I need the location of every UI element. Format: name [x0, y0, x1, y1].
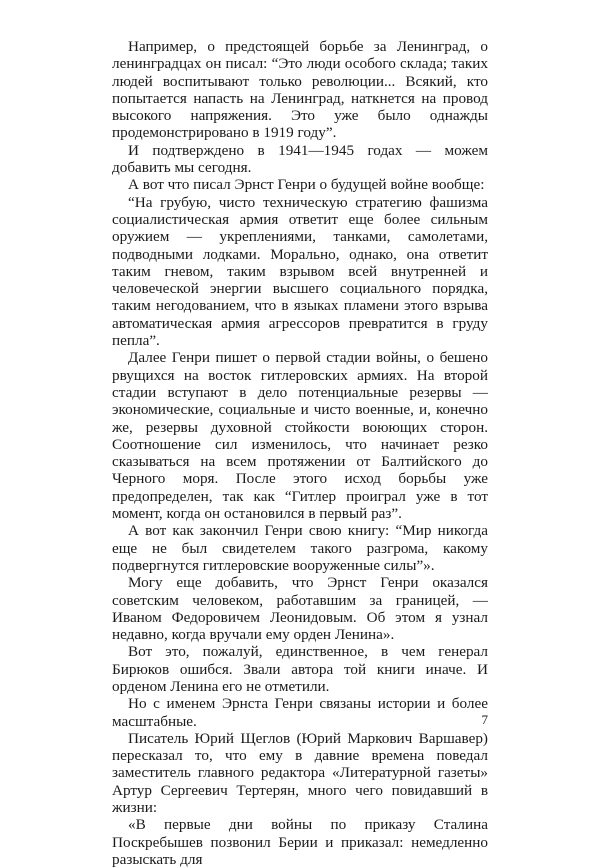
paragraph: Далее Генри пишет о первой стадии войны, о бешено рвущихся на восток гитлеровских армиях. На второй стадии вступают в дело потенциальные резервы — экономические, социальные и чисто военные, и, конечно же, резервы духовной стойкости воюющих сторон. Соотношение сил изменилось, что начинает резко сказываться на всем протяжении от Балтийского до Черного моря. После этого исход борьбы уже предопределен, так как “Гитлер проиграл уже в тот момент, когда он остановился в первый раз”.	[112, 349, 488, 523]
paragraph: Например, о предстоящей борьбе за Ленинград, о ленинградцах он писал: “Это люди особого склада; таких людей воспитывают только революции... Всякий, кто попытается напасть на Ленинград, наткнется на провод высокого напряжения. Это уже было однажды продемонстрировано в 1919 году”.	[112, 38, 488, 142]
paragraph: Могу еще добавить, что Эрнст Генри оказался советским человеком, работавшим за границей, — Иваном Федоровичем Леонидовым. Об этом я узнал недавно, когда вручали ему орден Ленина».	[112, 574, 488, 644]
page-number: 7	[481, 712, 488, 727]
paragraph: Вот это, пожалуй, единственное, в чем генерал Бирюков ошибся. Звали автора той книги иначе. И орденом Ленина его не отметили.	[112, 643, 488, 695]
paragraph: Но с именем Эрнста Генри связаны истории и более масштабные.	[112, 695, 488, 730]
paragraph: А вот что писал Эрнст Генри о будущей войне вообще:	[128, 176, 485, 194]
paragraph: И подтверждено в 1941—1945 годах — можем добавить мы сегодня.	[112, 141, 488, 177]
paragraph: “На грубую, чисто техническую стратегию фашизма социалистическая армия ответит еще более сильным оружием — укреплениями, танками, самолетами, подводными лодками. Морально, однако, она ответит таким гневом, таким взрывом всей внутренней и человеческой энергии высшего социального порядка, таким негодованием, что в языках пламени этого взрыва автоматическая армия агрессоров превратится в груду пепла”.	[112, 193, 488, 350]
paragraph: А вот как закончил Генри свою книгу: “Мир никогда еще не был свидетелем такого разгрома, какому подвергнутся гитлеровские вооруженные силы”».	[112, 522, 488, 574]
paragraph: Писатель Юрий Щеглов (Юрий Маркович Варшавер) пересказал то, что ему в давние времена поведал заместитель главного редактора «Литературной газеты» Артур Сергеевич Тертерян, много чего повидавший в жизни:	[112, 729, 488, 817]
body-text	[112, 38, 488, 868]
paragraph: «В первые дни войны по приказу Сталина Поскребышев позвонил Берии и приказал: немедленно разыскать для	[112, 816, 488, 868]
